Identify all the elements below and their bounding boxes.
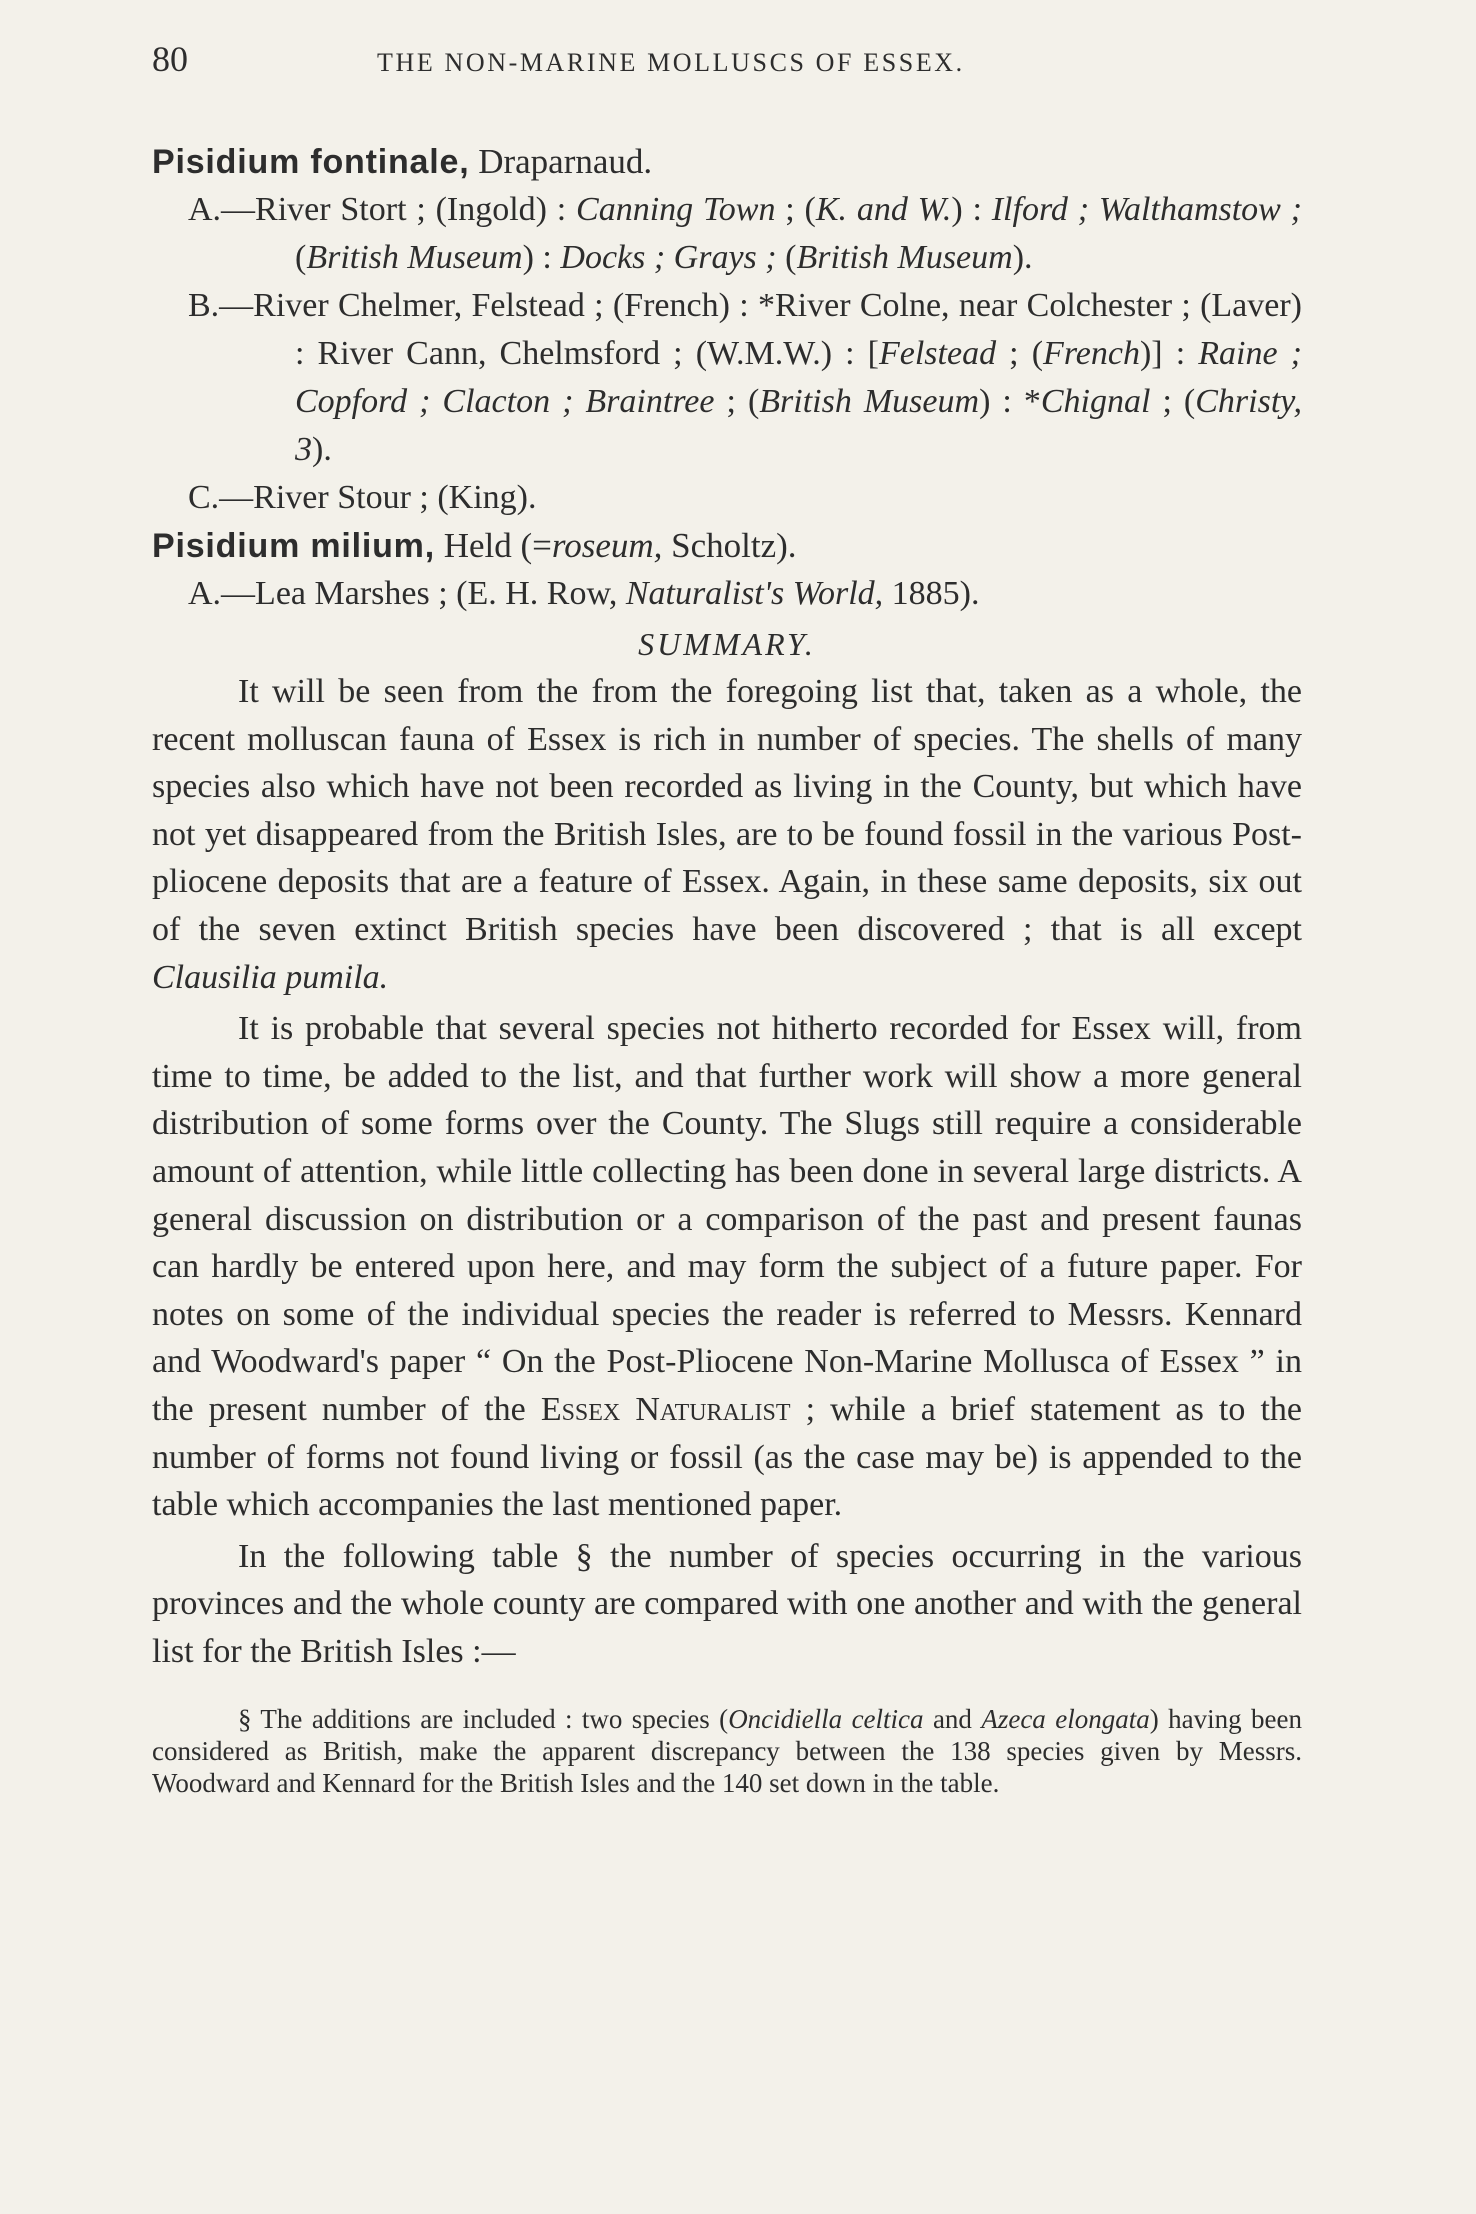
running-title: THE NON-MARINE MOLLUSCS OF ESSEX. [377, 48, 965, 77]
summary-paragraph-1: It will be seen from the from the foregoing list that, taken as a whole, the recent molluscan fauna of Essex is rich in number of species. The shells of many species also which have not been recorded as living in the County, but which have not yet disappeared from the British Isles, are to be found fossil in the various Post-pliocene deposits that are a feature of Essex. Again, in these same deposits, six out of the seven extinct British species have been discovered ; that is all except Clausilia pumila. [152, 673, 1302, 996]
species-heading-pisidium-milium: Pisidium milium, Held (=roseum, Scholtz). [152, 526, 797, 565]
species-name: Pisidium milium, [152, 527, 435, 565]
footnote: § The additions are included : two species (Oncidiella celtica and Azeca elongata) having been considered as British, make the apparent discrepancy between the 138 species given by Messrs. Woodward and Kennard for the British Isles and the 140 set down in the table. [152, 1704, 1302, 1799]
province-entry-a: A.—Lea Marshes ; (E. H. Row, Naturalist's World, 1885). [188, 575, 980, 612]
species-heading-pisidium-fontinale [152, 138, 1302, 186]
running-head [152, 38, 1302, 86]
province-entry-a: A.—River Stort ; (Ingold) : Canning Town ; (K. and W.) : Ilford ; Walthamstow ; (British Museum) : Docks ; Grays ; (British Museum). [188, 191, 1302, 276]
summary-heading: SUMMARY. [638, 626, 816, 662]
summary-paragraph-2: It is probable that several species not hitherto recorded for Essex will, from time to time, be added to the list, and that further work will show a more general distribution of some forms over the County. The Slugs still require a considerable amount of attention, while little collecting has been done in several large districts. A general discussion on distribution or a comparison of the past and present faunas can hardly be entered upon here, and may form the subject of a future paper. For notes on some of the individual species the reader is referred to Messrs. Kennard and Woodward's paper “ On the Post-Pliocene Non-Marine Mollusca of Essex ” in the present number of the Essex Naturalist ; while a brief statement as to the number of forms not found living or fossil (as the case may be) is appended to the table which accompanies the last mentioned paper. [152, 1010, 1302, 1524]
page-number: 80 [152, 39, 188, 79]
book-page [152, 38, 1302, 1826]
province-entry-b: B.—River Chelmer, Felstead ; (French) : *River Colne, near Colchester ; (Laver) : River Cann, Chelmsford ; (W.M.W.) : [Felstead ; (French)] : Raine ; Copford ; Clacton ; Braintree ; (British Museum) : *Chignal ; (Christy, 3). [188, 287, 1302, 468]
summary-paragraph-3: In the following table § the number of species occurring in the various provinces and the whole county are compared with one another and with the general list for the British Isles :— [152, 1537, 1302, 1670]
province-entry-c: C.—River Stour ; (King). [188, 479, 537, 516]
species-authority: Draparnaud. [469, 142, 653, 181]
species-name: Pisidium fontinale, [152, 143, 470, 181]
